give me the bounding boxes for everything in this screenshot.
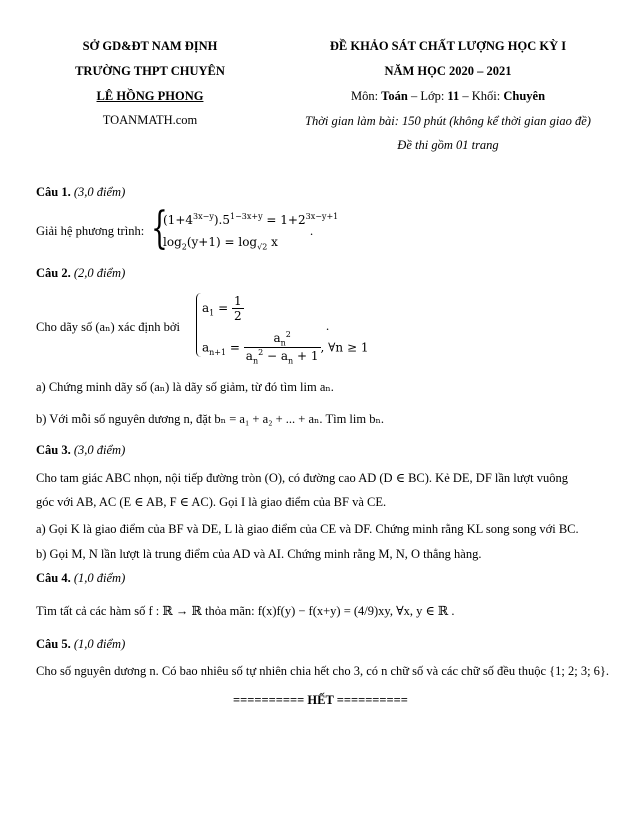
subject-prefix: Môn:: [350, 89, 382, 103]
q1-brace: {: [151, 203, 168, 254]
school-name-line1: TRƯỜNG THPT CHUYÊN: [75, 64, 225, 78]
q5-heading: [36, 637, 125, 652]
grade: 11: [447, 89, 460, 103]
q3-line-2: góc với AB, AC (E ∈ AB, F ∈ AC). Gọi I là giao điểm của BF và CE.: [36, 495, 387, 509]
q5-title: Câu 5.: [36, 637, 71, 651]
q1-period: .: [310, 224, 314, 238]
q2-title: Câu 2.: [36, 266, 71, 280]
q4-title: Câu 4.: [36, 571, 71, 585]
q2-part-b: b) Với mỗi số nguyên dương n, đặt bₙ = a₁ + a₂ + ... + aₙ. Tìm lim bₙ.: [36, 412, 384, 426]
q1-heading: [36, 185, 125, 200]
q3-line-1: Cho tam giác ABC nhọn, nội tiếp đường tròn (O), có đường cao AD (D ∈ BC). Kẻ DE, DF lần lượt vuông: [36, 471, 568, 485]
q3-points: (3,0 điểm): [73, 443, 126, 457]
q3-heading: [36, 443, 125, 458]
block-prefix: – Khối:: [459, 89, 504, 103]
q5-points: (1,0 điểm): [73, 637, 126, 651]
q2-recurrence: $a_{n+1}$ = $\frac{a_n^2}{a_n^2 - a_n + 1}$ , ∀n ≥ 1: [202, 330, 369, 366]
q1-points: (3,0 điểm): [73, 185, 126, 199]
school-name-line2: LÊ HỒNG PHONG: [96, 89, 204, 103]
time-limit: Thời gian làm bài: 150 phút (không kể thời gian giao đề): [305, 114, 591, 128]
subject: Toán: [381, 89, 408, 103]
q1-equation-1: $(1+4^{3x-y}).5^{1-3x+y} = 1+2^{3x-y+1}$: [163, 212, 339, 227]
source-site: TOANMATH.com: [102, 113, 198, 127]
q3-part-a: a) Gọi K là giao điểm của BF và DE, L là giao điểm của CE và DF. Chứng minh rằng KL song song với BC.: [36, 522, 579, 536]
q2-heading: [36, 266, 125, 281]
q3-title: Câu 3.: [36, 443, 71, 457]
q5-text: Cho số nguyên dương n. Có bao nhiêu số tự nhiên chia hết cho 3, có n chữ số và các chữ số đều thuộc {1; 2; 3; 6}.: [36, 664, 610, 678]
page-count: Đề thi gồm 01 trang: [397, 138, 499, 152]
q2-brace: [196, 293, 201, 357]
exam-title: ĐỀ KHẢO SÁT CHẤT LƯỢNG HỌC KỲ I: [329, 39, 567, 53]
school-year: NĂM HỌC 2020 – 2021: [384, 64, 512, 78]
q2-period: .: [326, 319, 330, 333]
end-marker: ========== HẾT ==========: [233, 693, 408, 707]
q1-text: Giải hệ phương trình:: [36, 224, 145, 238]
subject-line: [300, 89, 596, 104]
q2-part-a: a) Chứng minh dãy số (aₙ) là dãy số giảm, từ đó tìm lim aₙ.: [36, 380, 334, 394]
q4-points: (1,0 điểm): [73, 571, 126, 585]
q2-points: (2,0 điểm): [73, 266, 126, 280]
grade-prefix: – Lớp:: [407, 89, 448, 103]
q4-text: Tìm tất cả các hàm số f : ℝ → ℝ thỏa mãn: f(x)f(y) − f(x+y) = (4/9)xy, ∀x, y ∈ ℝ .: [36, 604, 455, 618]
q1-title: Câu 1.: [36, 185, 71, 199]
q2-text: Cho dãy số (aₙ) xác định bởi: [36, 320, 180, 334]
q4-heading: [36, 571, 125, 586]
q3-part-b: b) Gọi M, N lần lượt là trung điểm của AD và AI. Chứng minh rằng M, N, O thẳng hàng.: [36, 547, 482, 561]
q1-equation-2: $\log_2(y+1) = \log_{√2} x$: [163, 235, 278, 252]
block: Chuyên: [503, 89, 546, 103]
q2-initial-term: $a_1$ = $\frac{1}{2}$: [202, 294, 242, 323]
school-department: SỞ GD&ĐT NAM ĐỊNH: [82, 39, 218, 53]
